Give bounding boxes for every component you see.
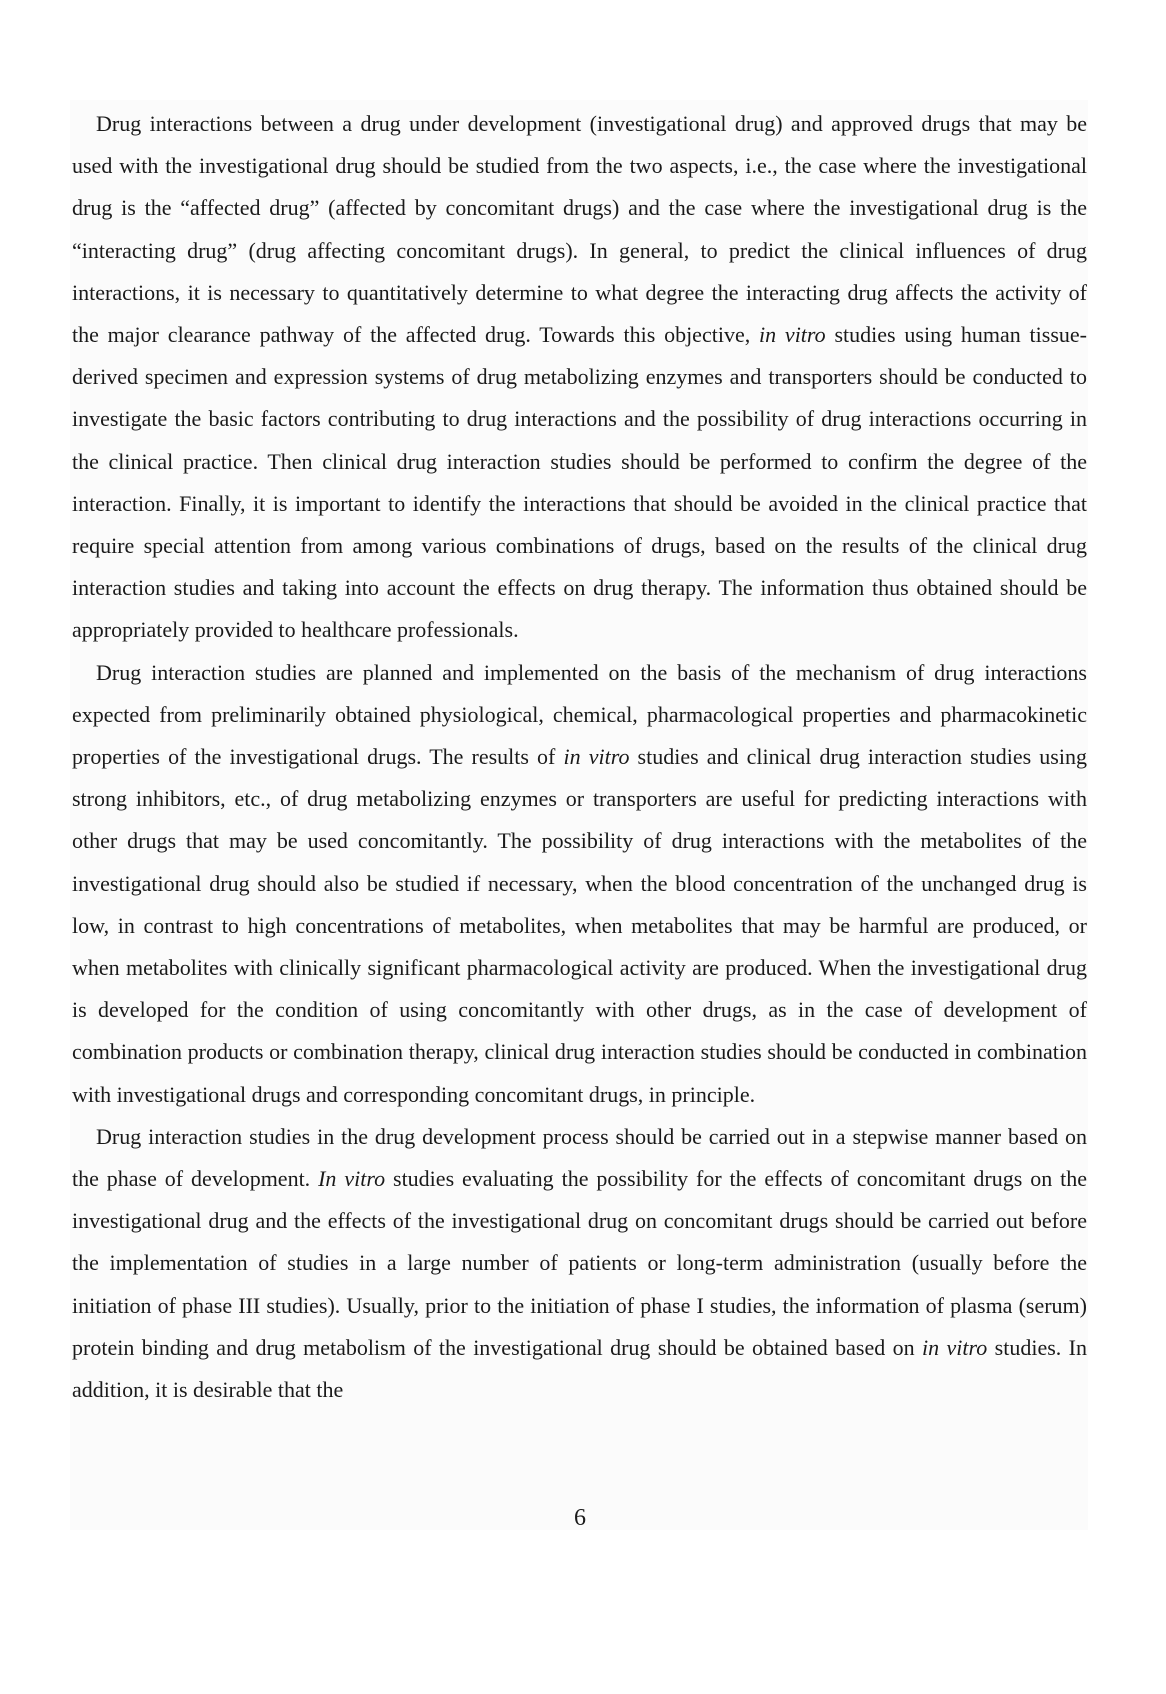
page-number: 6 — [574, 1505, 586, 1531]
body-text — [72, 103, 1087, 1411]
paragraph-1-run-1: Drug interactions between a drug under development (investigational drug) and approved drugs that may be used with the investigational drug should be studied from the two aspects, i.e., the case where the investigational drug is the “affected drug” (affected by concomitant drugs) and the case where the investigational drug is the “interacting drug” (drug affecting concomitant drugs). In general, to predict the clinical influences of drug interactions, it is necessary to quantitatively determine to what degree the interacting drug affects the activity of the major clearance pathway of the affected drug. Towards this objective, — [72, 111, 1087, 348]
paragraph-2-run-2-italic: in vitro — [563, 744, 630, 770]
paragraph-3-run-3: studies evaluating the possibility for the effects of concomitant drugs on the investigational drug and the effects of the investigational drug on concomitant drugs should be carried out before the implementation of studies in a large number of patients or long-term administration (usually before the initiation of phase III studies). Usually, prior to the initiation of phase I studies, the information of plasma (serum) protein binding and drug metabolism of the investigational drug should be obtained based on — [72, 1166, 1088, 1360]
paragraph-3-run-2-italic: In vitro — [318, 1166, 386, 1192]
paragraph-3-run-1: Drug interaction studies in the drug development process should be carried out in a stepwise manner based on the phase of development. — [72, 1123, 1087, 1192]
paragraph-2-run-1: Drug interaction studies are planned and implemented on the basis of the mechanism of drug interactions expected from preliminarily obtained physiological, chemical, pharmacological properties and pharmacokinetic properties of the investigational drugs. The results of — [72, 659, 1087, 770]
paragraph-1 — [72, 103, 1087, 652]
paragraph-3-run-5: studies. In addition, it is desirable that the — [72, 1334, 1087, 1403]
paragraph-1-run-2-italic: in vitro — [759, 322, 826, 348]
paragraph-2 — [72, 652, 1087, 1116]
paragraph-1-run-3: studies using human tissue-derived specimen and expression systems of drug metabolizing enzymes and transporters should be conducted to investigate the basic factors contributing to drug interactions and the possibility of drug interactions occurring in the clinical practice. Then clinical drug interaction studies should be performed to confirm the degree of the interaction. Finally, it is important to identify the interactions that should be avoided in the clinical practice that require special attention from among various combinations of drugs, based on the results of the clinical drug interaction studies and taking into account the effects on drug therapy. The information thus obtained should be appropriately provided to healthcare professionals. — [72, 322, 1087, 643]
paragraph-3-run-4-italic: in vitro — [922, 1334, 988, 1360]
paragraph-3 — [72, 1116, 1087, 1411]
paragraph-2-run-3: studies and clinical drug interaction studies using strong inhibitors, etc., of drug metabolizing enzymes or transporters are useful for predicting interactions with other drugs that may be used concomitantly. The possibility of drug interactions with the metabolites of the investigational drug should also be studied if necessary, when the blood concentration of the unchanged drug is low, in contrast to high concentrations of metabolites, when metabolites that may be harmful are produced, or when metabolites with clinically significant pharmacological activity are produced. When the investigational drug is developed for the condition of using concomitantly with other drugs, as in the case of development of combination products or combination therapy, clinical drug interaction studies should be conducted in combination with investigational drugs and corresponding concomitant drugs, in principle. — [72, 744, 1087, 1107]
